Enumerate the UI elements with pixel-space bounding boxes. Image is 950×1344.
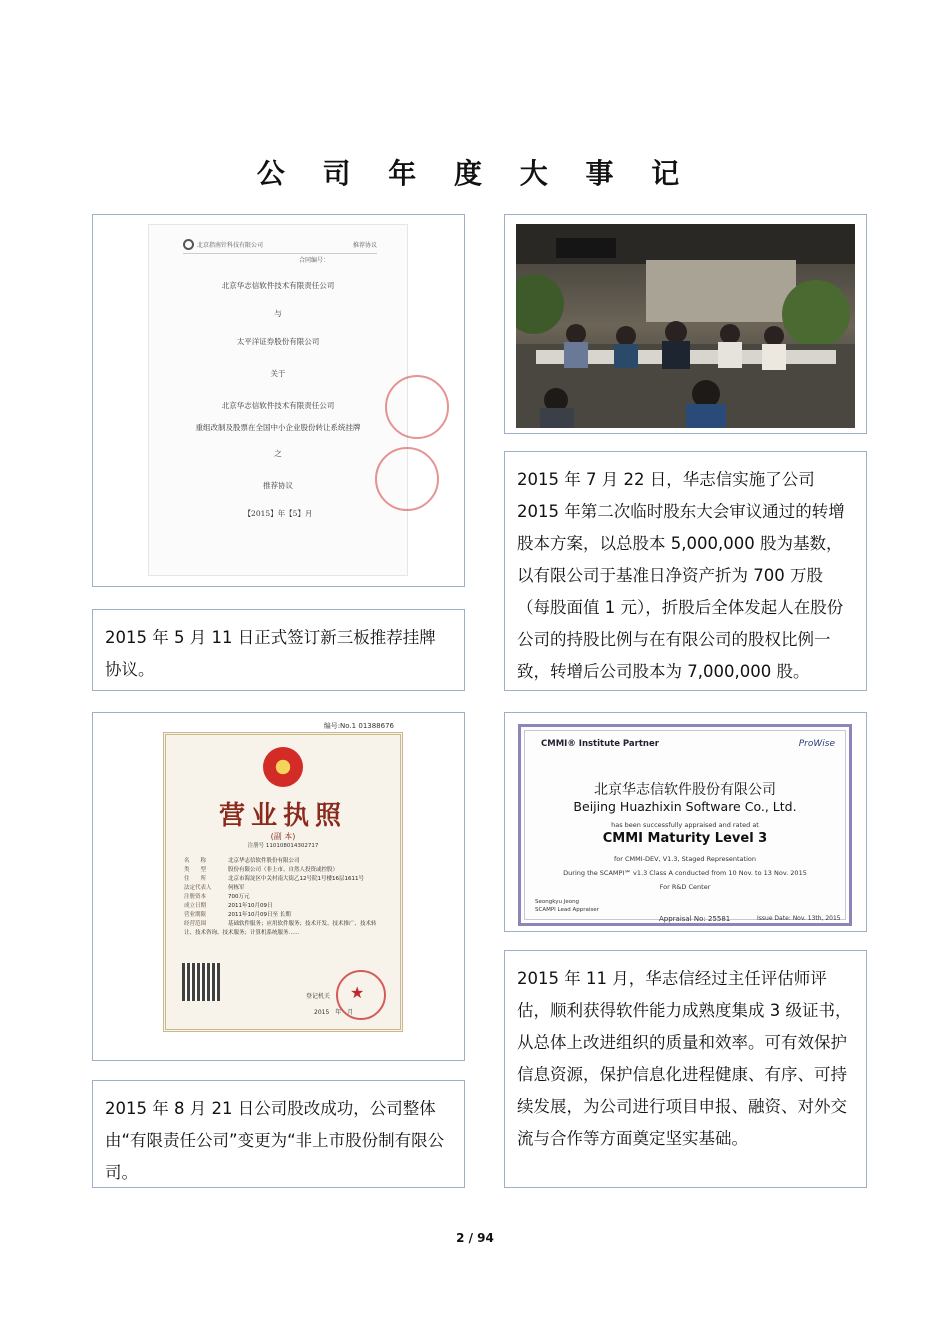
- doc-lines: [149, 275, 407, 525]
- event-3-caption: 2015 年 8 月 21 日公司股改成功，公司整体由“有限责任公司”变更为“非上市股份制有限公司。: [105, 1099, 445, 1182]
- event-2-caption: 2015 年 7 月 22 日，华志信实施了公司 2015 年第二次临时股东大会审议通过的转增股本方案，以总股本 5,000,000 股为基数，以有限公司于基准日净资产折为 700 万股（每股面值 1 元），折股后全体发起人在股份公司的持股比例与在有限公司的股权比例一致，转增后公司股本为 7,000,000 股。: [517, 470, 845, 681]
- shareholder-meeting-photo: [516, 224, 855, 428]
- cert-appraiser-role: SCAMPI Lead Appraiser: [535, 907, 599, 913]
- license-field: 营业期限 2011年10月09日至 长期: [184, 912, 291, 918]
- doc-line: 关于: [270, 369, 286, 378]
- business-license-image: [163, 722, 403, 1032]
- license-number: 编号:No.1 01388676: [323, 722, 394, 730]
- cert-appraised-text: has been successfully appraised and rated at: [611, 821, 759, 829]
- doc-line: 北京华志信软件技术有限责任公司: [221, 401, 335, 410]
- license-date: 2015 年 月: [314, 1009, 354, 1016]
- doc-line: 重组改制及股票在全国中小企业股份转让系统挂牌: [195, 423, 361, 432]
- license-field: 类 型 股份有限公司（非上市、自然人投资或控股）: [184, 867, 339, 873]
- doc-line: 推荐协议: [263, 481, 293, 490]
- agreement-document-image: [148, 224, 408, 576]
- red-seal-icon: [375, 447, 439, 511]
- event-3-caption-box: [92, 1080, 465, 1188]
- doc-header-right: 推荐协议: [352, 242, 377, 249]
- license-title: 营业执照: [218, 801, 347, 831]
- contract-number: 合同编号：: [299, 257, 330, 264]
- cert-center: For R&D Center: [659, 883, 711, 891]
- license-field: 住 所 北京市海淀区中关村南大街乙12号院1号楼16层1611号: [184, 876, 364, 882]
- cert-representation: for CMMI-DEV, V1.3, Staged Representation: [614, 855, 756, 863]
- license-field: 注册资本 700万元: [184, 894, 250, 900]
- reg-office-label: 登记机关: [306, 993, 331, 1000]
- event-2-caption-box: [504, 451, 867, 691]
- stamp-star-icon: ★: [350, 983, 365, 1002]
- page-number: 2 / 94: [456, 1231, 494, 1245]
- doc-header: 北京指南针科技有限公司: [197, 242, 264, 249]
- prowise-logo: ProWise: [798, 739, 835, 749]
- cmmi-partner-label: CMMI® Institute Partner: [541, 739, 659, 749]
- cert-appraisal-no: Appraisal No: 25581: [659, 915, 731, 923]
- cert-issue-date: Issue Date: Nov. 13th, 2015: [757, 915, 841, 922]
- cert-company-cn: 北京华志信软件股份有限公司: [594, 782, 776, 798]
- license-reg-no: 注册号 110108014302717: [247, 843, 319, 849]
- event-4-caption: 2015 年 11 月，华志信经过主任评估师评估，顺利获得软件能力成熟度集成 3 级证书，从总体上改进组织的质量和效率。可有效保护信息资源，保护信息化进程健康、有序、可持续发展，为公司进行项目申报、融资、对外交流与合作等方面奠定坚实基础。: [517, 969, 852, 1148]
- company-logo-icon: [183, 239, 194, 250]
- event-1-caption-box: [92, 609, 465, 691]
- doc-line: 【2015】年【5】月: [243, 509, 313, 518]
- national-emblem-icon: [263, 747, 303, 787]
- doc-line: 与: [274, 309, 282, 318]
- license-field: 名 称 北京华志信软件股份有限公司: [184, 858, 300, 864]
- cert-level: CMMI Maturity Level 3: [602, 831, 768, 846]
- license-field: 法定代表人 何栋军: [184, 885, 245, 891]
- page-title: 公 司 年 度 大 事 记: [256, 157, 694, 190]
- cmmi-certificate-image: [518, 724, 852, 926]
- cert-appraiser: Seongkyu Jeong: [535, 899, 580, 905]
- doc-line: 之: [274, 449, 282, 458]
- qr-code-icon: [182, 963, 220, 1001]
- license-fields: [184, 857, 384, 938]
- license-subtitle: (副 本): [270, 832, 296, 841]
- doc-line: 太平洋证券股份有限公司: [236, 337, 320, 346]
- doc-line: 北京华志信软件技术有限责任公司: [221, 281, 335, 290]
- license-field: 经营范围 基础软件服务；应用软件服务；技术开发、技术推广、技术转让、技术咨询、技术服务；计算机系统服务……: [184, 921, 377, 936]
- red-seal-icon: [385, 375, 449, 439]
- event-4-caption-box: [504, 950, 867, 1188]
- event-1-caption: 2015 年 5 月 11 日正式签订新三板推荐挂牌协议。: [105, 628, 436, 679]
- license-field: 成立日期 2011年10月09日: [184, 903, 273, 909]
- cert-company-en: Beijing Huazhixin Software Co., Ltd.: [573, 799, 797, 814]
- cert-during: During the SCAMPI℠ v1.3 Class A conducted from 10 Nov. to 13 Nov. 2015: [563, 869, 807, 877]
